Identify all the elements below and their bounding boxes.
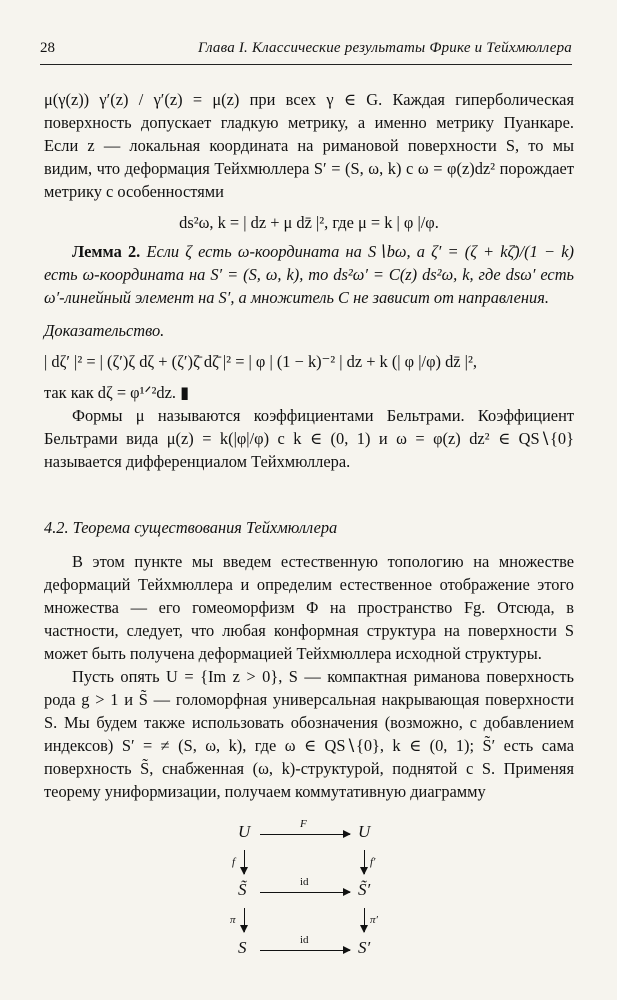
node-top-right: U (358, 822, 371, 841)
label-id-mid: id (300, 876, 309, 888)
label-f-prime: f′ (370, 856, 376, 868)
running-header (40, 38, 572, 65)
arrow-top-right (260, 834, 350, 835)
paragraph-uniformization: Пусть опять U = {Im z > 0}, S — компактная риманова поверхность рода g > 1 и S̃ — голоморфная универсальная накрывающая поверхности S. Мы будем также использовать обозначения (возможно, с добавлением индексов) S′ = ≠ (S, ω, k), где ω ∈ QS∖{0}, k ∈ (0, 1); S̃′ есть сама поверхность S̃, снабженная (ω, k)-структурой, поднятой с S. Применяя теорему униформизации, получаем коммутативную диаграмму (44, 667, 574, 801)
arrow-right-upper (364, 850, 365, 874)
node-mid-left: S̃ (238, 880, 247, 899)
node-bot-left: S (238, 938, 247, 957)
formula-metric: ds²ω, k = | dz + μ dz̄ |², где μ = k | φ |/φ. (179, 213, 439, 232)
formula-proof: | dζ′ |² = | (ζ′)ζ dζ + (ζ′)ζ̄ dζ̄ |² = | φ | (1 − k)⁻² | dz + k (| φ |/φ) dz̄ |², (44, 352, 477, 371)
node-mid-right: S̃′ (358, 880, 371, 899)
commutative-diagram (220, 812, 400, 962)
label-pi-prime: π′ (370, 914, 378, 926)
lemma-statement: Если ζ есть ω-координата на S∖bω, а ζ′ = (ζ + kζ̄)/(1 − k) есть ω-координата на S′ = (S, ω, k), то ds²ω′ = C(z) ds²ω, k, где dsω′ есть ω′-линейный элемент на S′, а множитель C не зависит от направления. (44, 242, 574, 307)
proof-label: Доказательство. (44, 321, 165, 340)
text-block-1 (44, 88, 574, 473)
arrow-bot-right (260, 950, 350, 951)
arrow-left-lower (244, 908, 245, 932)
lemma-heading: Лемма 2. (72, 242, 141, 261)
paragraph-beltrami: Формы μ называются коэффициентами Бельтрами. Коэффициент Бельтрами вида μ(z) = k(|φ|/φ) с k ∈ (0, 1) и ω = φ(z) dz² ∈ QS∖{0} называется дифференциалом Тейхмюллера. (44, 406, 574, 471)
proof-end: так как dζ = φ¹ᐟ²dz. ▮ (44, 383, 190, 402)
text-block-2 (44, 550, 574, 803)
label-f: f (232, 856, 236, 868)
arrow-left-upper (244, 850, 245, 874)
paragraph-poincare: μ(γ(z)) γ′(z) / γ′(z) = μ(z) при всех γ ∈ G. Каждая гиперболическая поверхность допускает гладкую метрику, а именно метрику Пуанкаре. Если z — локальная координата на римановой поверхности S, то мы видим, что деформация Тейхмюллера S′ = (S, ω, k) с ω = φ(z)dz² порождает метрику с особенностями (44, 90, 574, 201)
label-F: F (300, 818, 307, 830)
arrow-mid-right (260, 892, 350, 893)
lemma-2 (44, 240, 574, 309)
node-top-left: U (238, 822, 251, 841)
section-title: 4.2. Теорема существования Тейхмюллера (44, 518, 338, 537)
page-number: 28 (40, 40, 55, 56)
paragraph-topology: В этом пункте мы введем естественную топологию на множестве деформаций Тейхмюллера и определим естественное отображение этого множества — его гомеоморфизм Φ на пространство Fg. Отсюда, в частности, следует, что любая конформная структура на поверхности S может быть получена деформацией Тейхмюллера исходной структуры. (44, 552, 574, 663)
arrow-right-lower (364, 908, 365, 932)
label-pi: π (230, 914, 236, 926)
running-title: Глава I. Классические результаты Фрике и Тейхмюллера (198, 40, 572, 56)
node-bot-right: S′ (358, 938, 371, 957)
label-id-bot: id (300, 934, 309, 946)
